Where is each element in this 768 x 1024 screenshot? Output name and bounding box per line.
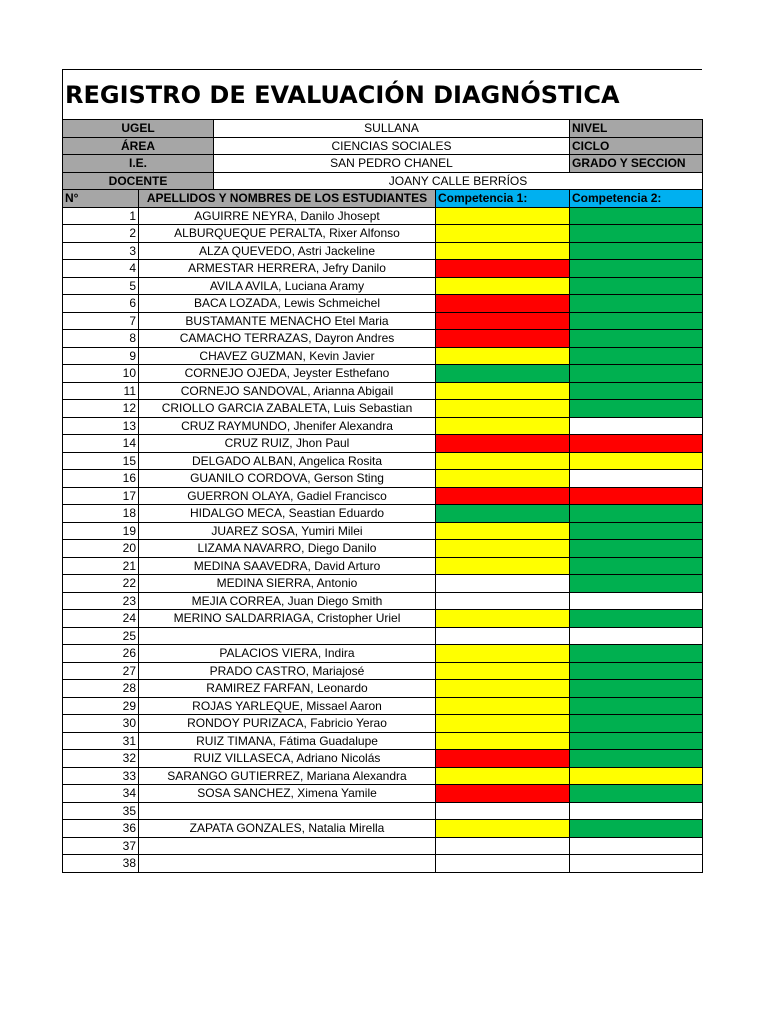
column-header-row — [63, 190, 703, 208]
student-name[interactable]: LIZAMA NAVARRO, Diego Danilo — [139, 540, 436, 558]
table-row — [63, 592, 703, 610]
table-row — [63, 820, 703, 838]
student-name[interactable] — [139, 627, 436, 645]
student-number[interactable]: 33 — [63, 767, 139, 785]
competencia-2-cell[interactable] — [570, 767, 703, 785]
evaluation-sheet — [62, 69, 702, 873]
student-number[interactable]: 23 — [63, 592, 139, 610]
student-name[interactable]: JUAREZ SOSA, Yumiri Milei — [139, 522, 436, 540]
competencia-1-cell[interactable] — [436, 330, 570, 348]
page-title: REGISTRO DE EVALUACIÓN DIAGNÓSTICA — [62, 69, 702, 119]
nivel-label: NIVEL — [570, 120, 703, 138]
competencia-2-cell[interactable] — [570, 260, 703, 278]
table-row — [63, 312, 703, 330]
competencia-1-cell[interactable] — [436, 540, 570, 558]
table-row — [63, 697, 703, 715]
competencia-2-cell[interactable] — [570, 347, 703, 365]
student-name[interactable]: GUANILO CORDOVA, Gerson Sting — [139, 470, 436, 488]
competencia-1-cell[interactable] — [436, 767, 570, 785]
competencia-2-cell[interactable] — [570, 540, 703, 558]
student-name[interactable]: MERINO SALDARRIAGA, Cristopher Uriel — [139, 610, 436, 628]
student-name[interactable]: PALACIOS VIERA, Indira — [139, 645, 436, 663]
competencia-1-cell[interactable] — [436, 820, 570, 838]
table-row — [63, 855, 703, 873]
student-name[interactable]: MEDINA SIERRA, Antonio — [139, 575, 436, 593]
student-number[interactable]: 1 — [63, 207, 139, 225]
table-row — [63, 347, 703, 365]
competencia-1-cell[interactable] — [436, 557, 570, 575]
competencia-1-cell[interactable] — [436, 575, 570, 593]
header-row-ie — [63, 155, 703, 173]
competencia-2-cell[interactable] — [570, 662, 703, 680]
student-name[interactable]: ROJAS YARLEQUE, Missael Aaron — [139, 697, 436, 715]
competencia-2-cell[interactable] — [570, 382, 703, 400]
student-number[interactable]: 20 — [63, 540, 139, 558]
student-number[interactable]: 7 — [63, 312, 139, 330]
table-row — [63, 225, 703, 243]
student-number[interactable]: 16 — [63, 470, 139, 488]
student-name[interactable]: RONDOY PURIZACA, Fabricio Yerao — [139, 715, 436, 733]
student-name[interactable]: RAMIREZ FARFAN, Leonardo — [139, 680, 436, 698]
competencia-1-cell[interactable] — [436, 347, 570, 365]
table-row — [63, 837, 703, 855]
competencia-2-cell[interactable] — [570, 750, 703, 768]
student-name[interactable]: SARANGO GUTIERREZ, Mariana Alexandra — [139, 767, 436, 785]
student-number[interactable]: 22 — [63, 575, 139, 593]
table-row — [63, 400, 703, 418]
student-name[interactable]: RUIZ VILLASECA, Adriano Nicolás — [139, 750, 436, 768]
student-number[interactable]: 34 — [63, 785, 139, 803]
table-row — [63, 662, 703, 680]
student-number[interactable]: 36 — [63, 820, 139, 838]
competencia-2-cell[interactable] — [570, 575, 703, 593]
table-row — [63, 330, 703, 348]
competencia-2-cell[interactable] — [570, 312, 703, 330]
student-name[interactable]: GUERRON OLAYA, Gadiel Francisco — [139, 487, 436, 505]
table-row — [63, 382, 703, 400]
evaluation-table — [62, 119, 703, 873]
student-number[interactable]: 15 — [63, 452, 139, 470]
student-name[interactable]: ALBURQUEQUE PERALTA, Rixer Alfonso — [139, 225, 436, 243]
student-name[interactable]: ALZA QUEVEDO, Astri Jackeline — [139, 242, 436, 260]
column-header-competencia-1: Competencia 1: — [436, 190, 570, 208]
competencia-1-cell[interactable] — [436, 715, 570, 733]
area-label: ÁREA — [63, 137, 214, 155]
student-number[interactable]: 18 — [63, 505, 139, 523]
column-header-number: N° — [63, 190, 139, 208]
student-name[interactable]: MEDINA SAAVEDRA, David Arturo — [139, 557, 436, 575]
table-row — [63, 680, 703, 698]
student-name[interactable]: CORNEJO OJEDA, Jeyster Esthefano — [139, 365, 436, 383]
student-number[interactable]: 24 — [63, 610, 139, 628]
student-name[interactable]: CRUZ RAYMUNDO, Jhenifer Alexandra — [139, 417, 436, 435]
column-header-name: APELLIDOS Y NOMBRES DE LOS ESTUDIANTES — [139, 190, 436, 208]
student-number[interactable]: 17 — [63, 487, 139, 505]
competencia-2-cell[interactable] — [570, 522, 703, 540]
competencia-2-cell[interactable] — [570, 627, 703, 645]
student-number[interactable]: 35 — [63, 802, 139, 820]
table-row — [63, 802, 703, 820]
competencia-1-cell[interactable] — [436, 592, 570, 610]
student-number[interactable]: 3 — [63, 242, 139, 260]
ugel-value[interactable]: SULLANA — [214, 120, 570, 138]
table-row — [63, 785, 703, 803]
student-name[interactable]: BACA LOZADA, Lewis Schmeichel — [139, 295, 436, 313]
student-number[interactable]: 10 — [63, 365, 139, 383]
competencia-2-cell[interactable] — [570, 855, 703, 873]
student-name[interactable]: RUIZ TIMANA, Fátima Guadalupe — [139, 732, 436, 750]
student-name[interactable]: AGUIRRE NEYRA, Danilo Jhosept — [139, 207, 436, 225]
student-number[interactable]: 6 — [63, 295, 139, 313]
student-name[interactable]: HIDALGO MECA, Seastian Eduardo — [139, 505, 436, 523]
competencia-2-cell[interactable] — [570, 470, 703, 488]
student-name[interactable]: CAMACHO TERRAZAS, Dayron Andres — [139, 330, 436, 348]
table-row — [63, 277, 703, 295]
table-row — [63, 522, 703, 540]
competencia-2-cell[interactable] — [570, 365, 703, 383]
table-row — [63, 470, 703, 488]
student-name[interactable] — [139, 855, 436, 873]
student-number[interactable]: 32 — [63, 750, 139, 768]
competencia-2-cell[interactable] — [570, 452, 703, 470]
header-row-area — [63, 137, 703, 155]
competencia-1-cell[interactable] — [436, 855, 570, 873]
student-name[interactable]: CORNEJO SANDOVAL, Arianna Abigail — [139, 382, 436, 400]
competencia-2-cell[interactable] — [570, 610, 703, 628]
competencia-2-cell[interactable] — [570, 435, 703, 453]
student-number[interactable]: 38 — [63, 855, 139, 873]
competencia-1-cell[interactable] — [436, 382, 570, 400]
table-row — [63, 627, 703, 645]
table-row — [63, 557, 703, 575]
competencia-1-cell[interactable] — [436, 487, 570, 505]
competencia-1-cell[interactable] — [436, 435, 570, 453]
student-name[interactable]: ZAPATA GONZALES, Natalia Mirella — [139, 820, 436, 838]
student-name[interactable] — [139, 802, 436, 820]
competencia-1-cell[interactable] — [436, 225, 570, 243]
competencia-1-cell[interactable] — [436, 680, 570, 698]
ugel-label: UGEL — [63, 120, 214, 138]
student-name[interactable]: PRADO CASTRO, Mariajosé — [139, 662, 436, 680]
student-name[interactable]: ARMESTAR HERRERA, Jefry Danilo — [139, 260, 436, 278]
table-row — [63, 242, 703, 260]
header-row-ugel — [63, 120, 703, 138]
docente-value[interactable]: JOANY CALLE BERRÍOS — [214, 172, 703, 190]
student-number[interactable]: 26 — [63, 645, 139, 663]
competencia-1-cell[interactable] — [436, 697, 570, 715]
ie-label: I.E. — [63, 155, 214, 173]
competencia-2-cell[interactable] — [570, 417, 703, 435]
student-name[interactable]: MEJIA CORREA, Juan Diego Smith — [139, 592, 436, 610]
competencia-2-cell[interactable] — [570, 505, 703, 523]
student-number[interactable]: 31 — [63, 732, 139, 750]
student-name[interactable]: CRUZ RUIZ, Jhon Paul — [139, 435, 436, 453]
competencia-2-cell[interactable] — [570, 697, 703, 715]
docente-label: DOCENTE — [63, 172, 214, 190]
student-number[interactable]: 8 — [63, 330, 139, 348]
table-row — [63, 295, 703, 313]
table-row — [63, 417, 703, 435]
student-number[interactable]: 4 — [63, 260, 139, 278]
competencia-1-cell[interactable] — [436, 242, 570, 260]
table-row — [63, 575, 703, 593]
student-name[interactable]: BUSTAMANTE MENACHO Etel Maria — [139, 312, 436, 330]
student-number[interactable]: 37 — [63, 837, 139, 855]
table-row — [63, 487, 703, 505]
table-row — [63, 540, 703, 558]
competencia-1-cell[interactable] — [436, 505, 570, 523]
competencia-1-cell[interactable] — [436, 470, 570, 488]
competencia-2-cell[interactable] — [570, 837, 703, 855]
table-row — [63, 645, 703, 663]
student-number[interactable]: 28 — [63, 680, 139, 698]
student-number[interactable]: 25 — [63, 627, 139, 645]
competencia-1-cell[interactable] — [436, 645, 570, 663]
student-number[interactable]: 11 — [63, 382, 139, 400]
competencia-1-cell[interactable] — [436, 207, 570, 225]
competencia-1-cell[interactable] — [436, 277, 570, 295]
table-row — [63, 260, 703, 278]
competencia-2-cell[interactable] — [570, 487, 703, 505]
competencia-2-cell[interactable] — [570, 785, 703, 803]
competencia-2-cell[interactable] — [570, 802, 703, 820]
competencia-2-cell[interactable] — [570, 225, 703, 243]
table-row — [63, 610, 703, 628]
competencia-1-cell[interactable] — [436, 732, 570, 750]
student-number[interactable]: 13 — [63, 417, 139, 435]
column-header-competencia-2: Competencia 2: — [570, 190, 703, 208]
competencia-1-cell[interactable] — [436, 312, 570, 330]
student-number[interactable]: 9 — [63, 347, 139, 365]
competencia-1-cell[interactable] — [436, 522, 570, 540]
competencia-1-cell[interactable] — [436, 417, 570, 435]
table-row — [63, 505, 703, 523]
competencia-1-cell[interactable] — [436, 785, 570, 803]
competencia-2-cell[interactable] — [570, 557, 703, 575]
table-row — [63, 767, 703, 785]
competencia-2-cell[interactable] — [570, 277, 703, 295]
student-number[interactable]: 5 — [63, 277, 139, 295]
competencia-2-cell[interactable] — [570, 330, 703, 348]
competencia-2-cell[interactable] — [570, 680, 703, 698]
ie-value[interactable]: SAN PEDRO CHANEL — [214, 155, 570, 173]
competencia-2-cell[interactable] — [570, 295, 703, 313]
header-row-docente — [63, 172, 703, 190]
competencia-1-cell[interactable] — [436, 802, 570, 820]
competencia-2-cell[interactable] — [570, 207, 703, 225]
student-name[interactable]: CRIOLLO GARCIA ZABALETA, Luis Sebastian — [139, 400, 436, 418]
student-number[interactable]: 14 — [63, 435, 139, 453]
competencia-1-cell[interactable] — [436, 750, 570, 768]
student-number[interactable]: 12 — [63, 400, 139, 418]
student-number[interactable]: 21 — [63, 557, 139, 575]
competencia-2-cell[interactable] — [570, 715, 703, 733]
student-name[interactable]: SOSA SANCHEZ, Ximena Yamile — [139, 785, 436, 803]
competencia-2-cell[interactable] — [570, 400, 703, 418]
student-name[interactable]: AVILA AVILA, Luciana Aramy — [139, 277, 436, 295]
table-row — [63, 207, 703, 225]
student-number[interactable]: 2 — [63, 225, 139, 243]
table-row — [63, 715, 703, 733]
competencia-1-cell[interactable] — [436, 662, 570, 680]
table-row — [63, 750, 703, 768]
competencia-1-cell[interactable] — [436, 400, 570, 418]
table-row — [63, 365, 703, 383]
competencia-1-cell[interactable] — [436, 260, 570, 278]
student-name[interactable]: DELGADO ALBAN, Angelica Rosita — [139, 452, 436, 470]
table-row — [63, 435, 703, 453]
competencia-2-cell[interactable] — [570, 732, 703, 750]
student-name[interactable] — [139, 837, 436, 855]
student-number[interactable]: 30 — [63, 715, 139, 733]
competencia-1-cell[interactable] — [436, 627, 570, 645]
area-value[interactable]: CIENCIAS SOCIALES — [214, 137, 570, 155]
ciclo-label: CICLO — [570, 137, 703, 155]
competencia-2-cell[interactable] — [570, 820, 703, 838]
competencia-1-cell[interactable] — [436, 837, 570, 855]
grado-label: GRADO Y SECCION — [570, 155, 703, 173]
competencia-1-cell[interactable] — [436, 295, 570, 313]
competencia-1-cell[interactable] — [436, 365, 570, 383]
student-number[interactable]: 29 — [63, 697, 139, 715]
table-row — [63, 452, 703, 470]
competencia-2-cell[interactable] — [570, 242, 703, 260]
table-row — [63, 732, 703, 750]
competencia-2-cell[interactable] — [570, 645, 703, 663]
student-name[interactable]: CHAVEZ GUZMAN, Kevin Javier — [139, 347, 436, 365]
competencia-2-cell[interactable] — [570, 592, 703, 610]
competencia-1-cell[interactable] — [436, 452, 570, 470]
competencia-1-cell[interactable] — [436, 610, 570, 628]
student-number[interactable]: 19 — [63, 522, 139, 540]
student-number[interactable]: 27 — [63, 662, 139, 680]
